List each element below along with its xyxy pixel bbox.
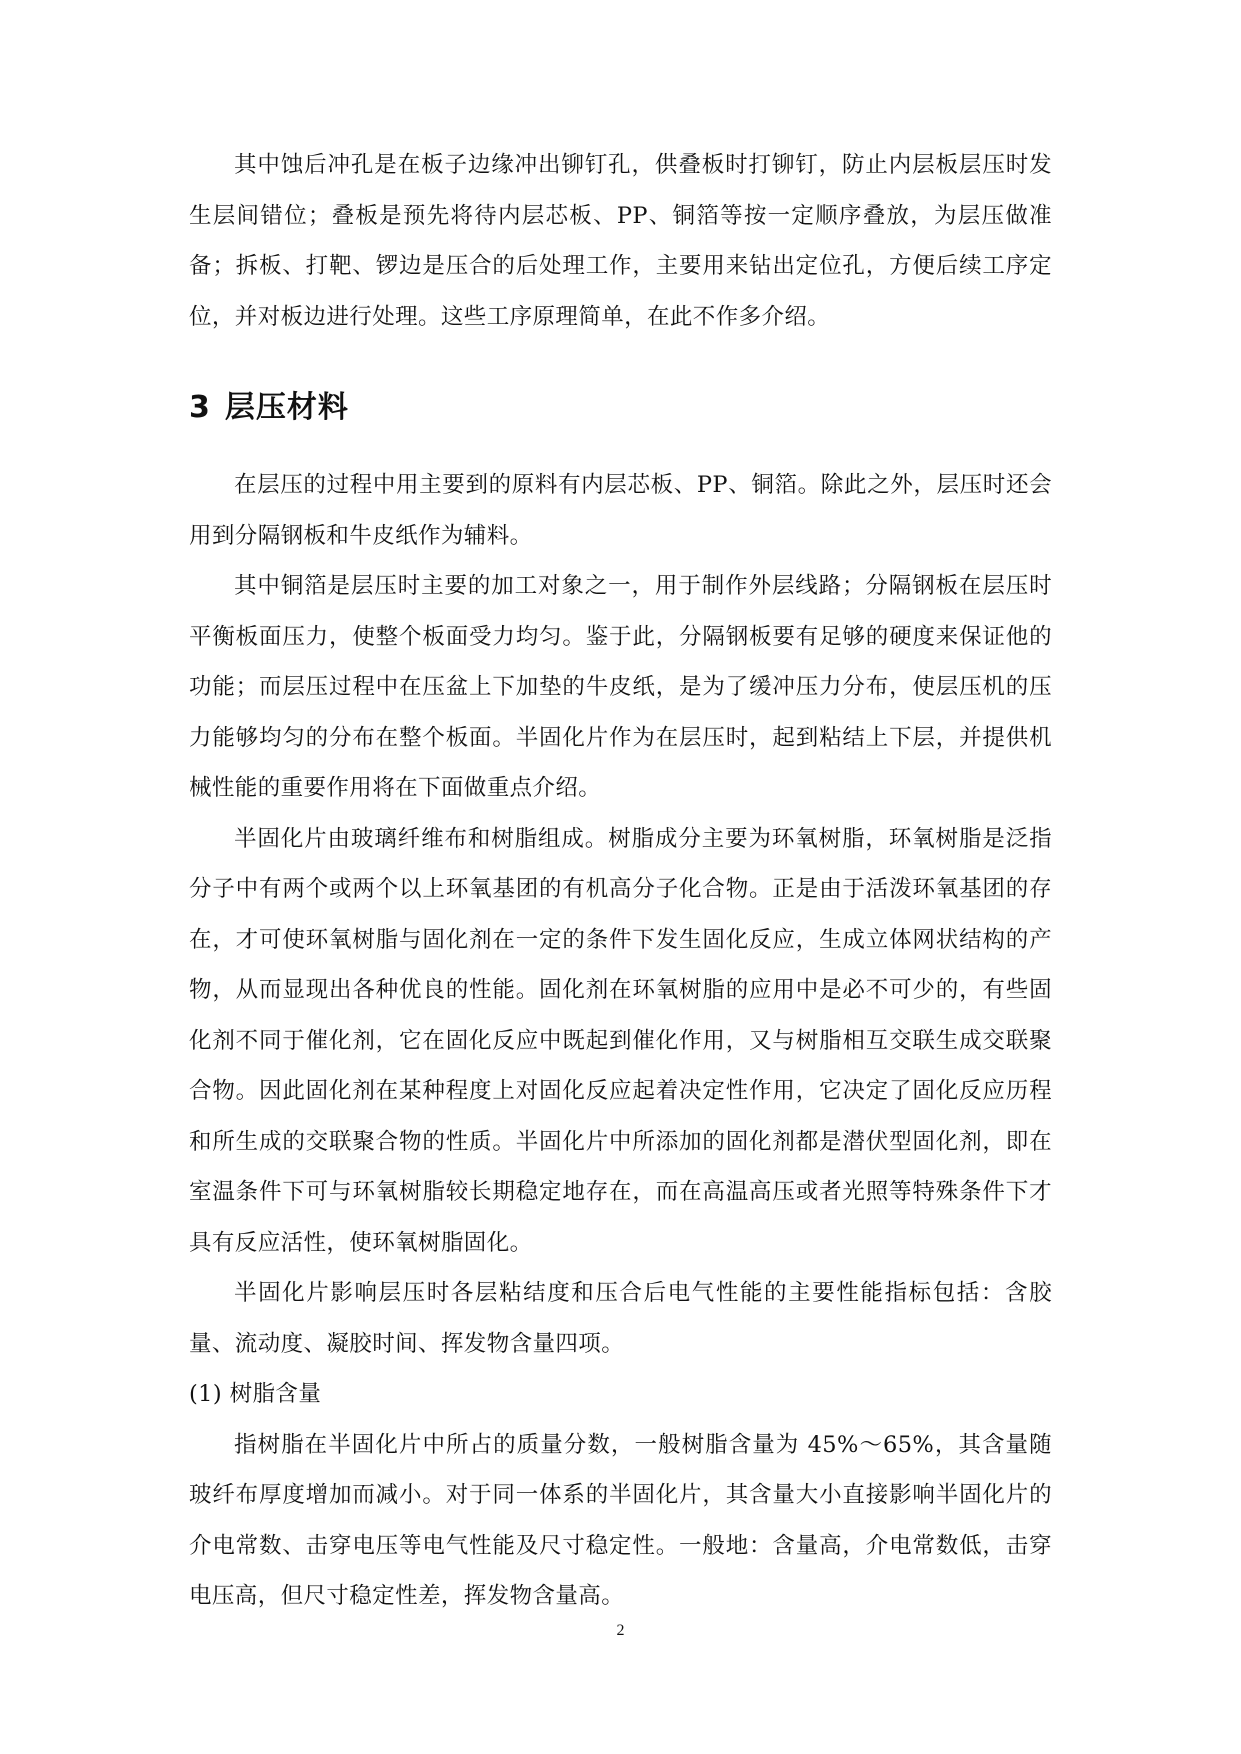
- paragraph-resin-content: 指树脂在半固化片中所占的质量分数，一般树脂含量为 45%～65%，其含量随玻纤布厚度增加而减小。对于同一体系的半固化片，其含量大小直接影响半固化片的介电常数、击穿电压等电气性能及尺寸稳定性。一般地：含量高，介电常数低，击穿电压高，但尺寸稳定性差，挥发物含量高。: [189, 1431, 1052, 1609]
- paragraph-intro: 其中蚀后冲孔是在板子边缘冲出铆钉孔，供叠板时打铆钉，防止内层板层压时发生层间错位；叠板是预先将待内层芯板、PP、铜箔等按一定顺序叠放，为层压做准备；拆板、打靶、锣边是压合的后处理工作，主要用来钻出定位孔，方便后续工序定位，并对板边进行处理。这些工序原理简单，在此不作多介绍。: [189, 152, 1052, 330]
- paragraph-copper-foil: 其中铜箔是层压时主要的加工对象之一，用于制作外层线路；分隔钢板在层压时平衡板面压力，使整个板面受力均匀。鉴于此，分隔钢板要有足够的硬度来保证他的功能；而层压过程中在压盆上下加垫的牛皮纸，是为了缓冲压力分布，使层压机的压力能够均匀的分布在整个板面。半固化片作为在层压时，起到粘结上下层，并提供机械性能的重要作用将在下面做重点介绍。: [189, 573, 1052, 801]
- page-number: 2: [616, 1622, 625, 1639]
- paragraph-indicators: 半固化片影响层压时各层粘结度和压合后电气性能的主要性能指标包括：含胶量、流动度、凝胶时间、挥发物含量四项。: [189, 1280, 1052, 1357]
- page-content: [189, 140, 1052, 1622]
- section-title: 层压材料: [224, 390, 349, 425]
- paragraph-materials: 在层压的过程中用主要到的原料有内层芯板、PP、铜箔。除此之外，层压时还会用到分隔钢板和牛皮纸作为辅料。: [189, 472, 1052, 549]
- paragraph-prepreg: 半固化片由玻璃纤维布和树脂组成。树脂成分主要为环氧树脂，环氧树脂是泛指分子中有两个或两个以上环氧基团的有机高分子化合物。正是由于活泼环氧基团的存在，才可使环氧树脂与固化剂在一定的条件下发生固化反应，生成立体网状结构的产物，从而显现出各种优良的性能。固化剂在环氧树脂的应用中是必不可少的，有些固化剂不同于催化剂，它在固化反应中既起到催化作用，又与树脂相互交联生成交联聚合物。因此固化剂在某种程度上对固化反应起着决定性作用，它决定了固化反应历程和所生成的交联聚合物的性质。半固化片中所添加的固化剂都是潜伏型固化剂，即在室温条件下可与环氧树脂较长期稳定地存在，而在高温高压或者光照等特殊条件下才具有反应活性，使环氧树脂固化。: [189, 825, 1052, 1256]
- subsection-heading: (1) 树脂含量: [189, 1381, 322, 1407]
- section-number: 3: [189, 390, 211, 425]
- section-heading: [189, 386, 1052, 430]
